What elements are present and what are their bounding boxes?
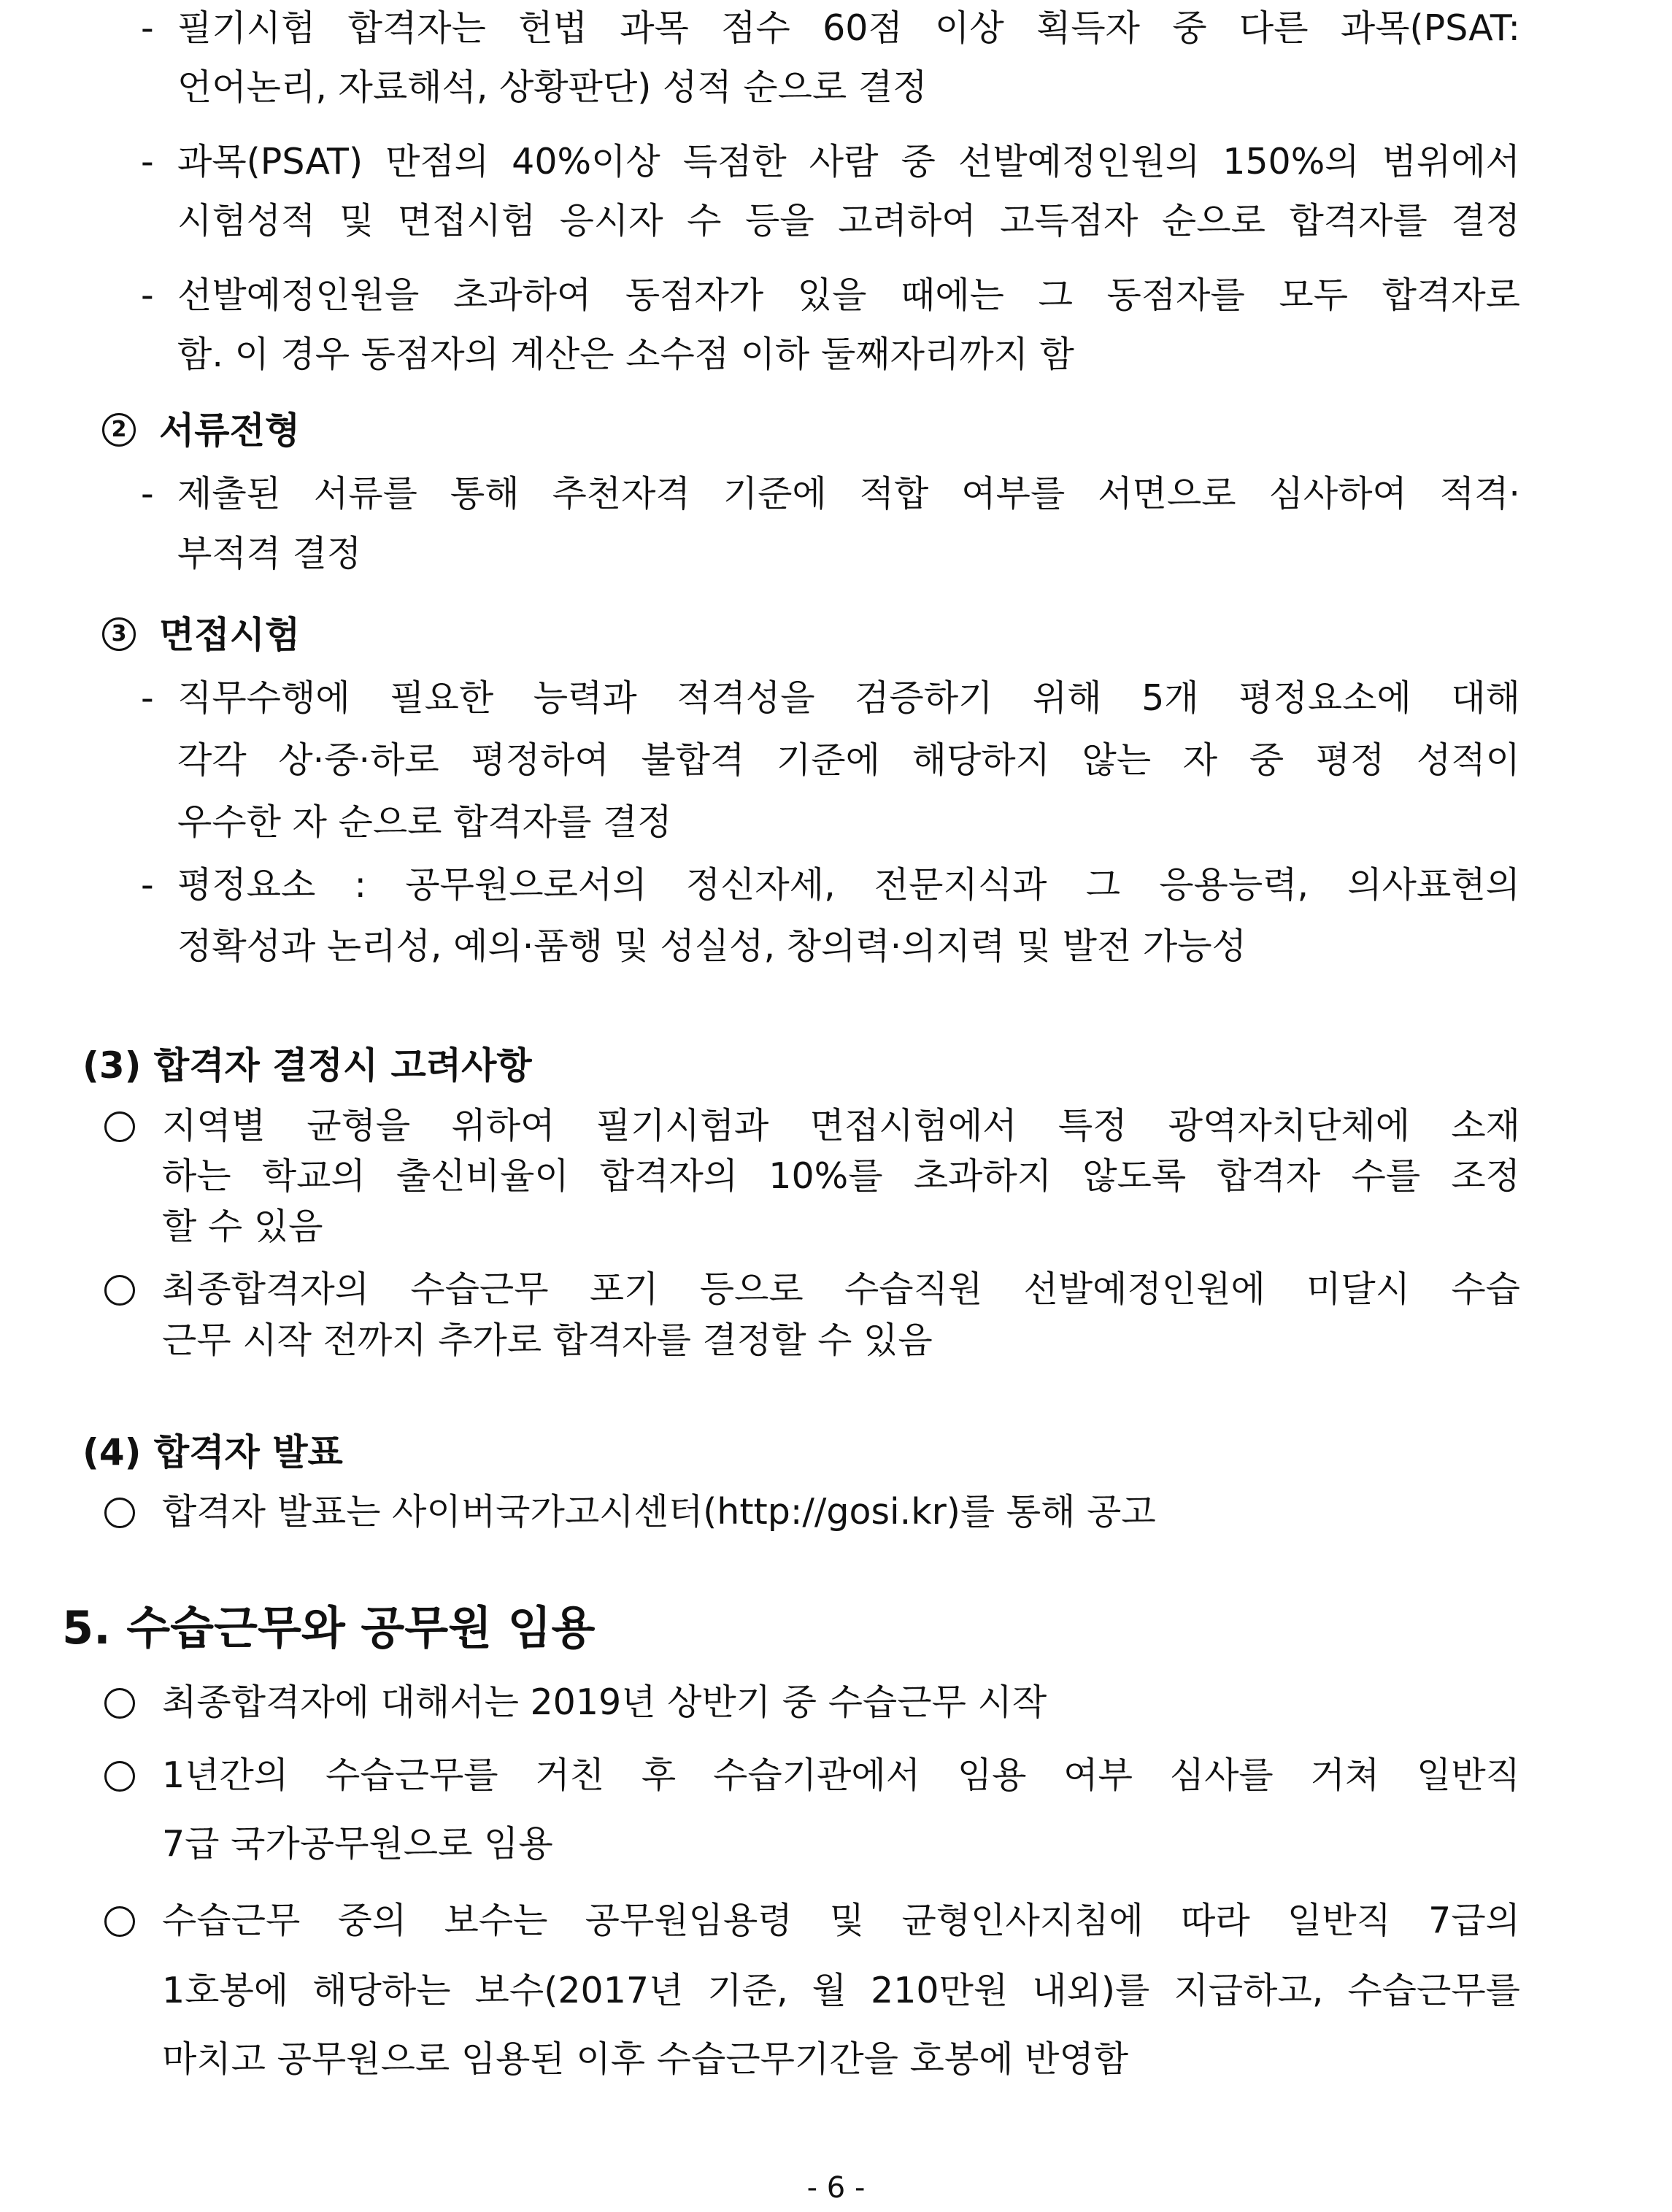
written-criteria-1-line2: 언어논리, 자료해석, 상황판단) 성적 순으로 결정 bbox=[177, 66, 928, 108]
written-criteria-1-line1: 필기시험 합격자는 헌법 과목 점수 60점 이상 획득자 중 다른 과목(PSAT: bbox=[177, 7, 1520, 49]
doc-review-heading: 서류전형 bbox=[159, 409, 301, 452]
interview-item1-line3: 우수한 자 순으로 합격자를 결정 bbox=[177, 801, 672, 843]
interview-item1-line1: 직무수행에 필요한 능력과 적격성을 검증하기 위해 5개 평정요소에 대해 bbox=[177, 677, 1520, 719]
interview-item2-line2: 정확성과 논리성, 예의·품행 및 성실성, 창의력·의지력 및 발전 가능성 bbox=[177, 925, 1247, 967]
page-number: - 6 - bbox=[806, 2171, 866, 2205]
circled-number-3: 3 bbox=[102, 617, 136, 651]
section4-heading: (4) 합격자 발표 bbox=[82, 1431, 343, 1473]
interview-heading: 면접시험 bbox=[159, 614, 301, 656]
dash-marker: - bbox=[141, 864, 154, 906]
section3-b2-line1: 최종합격자의 수습근무 포기 등으로 수습직원 선발예정인원에 미달시 수습 bbox=[162, 1268, 1520, 1310]
section5-b3-line3: 마치고 공무원으로 임용된 이후 수습근무기간을 호봉에 반영함 bbox=[162, 2038, 1129, 2080]
dash-marker: - bbox=[141, 141, 154, 182]
section5-b2-line2: 7급 국가공무원으로 임용 bbox=[162, 1823, 553, 1865]
section3-b2-line2: 근무 시작 전까지 추가로 합격자를 결정할 수 있음 bbox=[162, 1319, 933, 1361]
written-criteria-3-line2: 함. 이 경우 동점자의 계산은 소수점 이하 둘째자리까지 함 bbox=[177, 334, 1074, 375]
dash-marker: - bbox=[141, 7, 154, 49]
dash-marker: - bbox=[141, 677, 154, 719]
section5-heading: 5. 수습근무와 공무원 임용 bbox=[62, 1601, 596, 1654]
section5-b2-line1: 1년간의 수습근무를 거친 후 수습기관에서 임용 여부 심사를 거쳐 일반직 bbox=[162, 1754, 1520, 1796]
bullet-circle bbox=[104, 1688, 135, 1719]
written-criteria-2-line1: 과목(PSAT) 만점의 40%이상 득점한 사람 중 선발예정인원의 150%의 범위에서 bbox=[177, 141, 1520, 182]
section4-b1-line1: 합격자 발표는 사이버국가고시센터(http://gosi.kr)를 통해 공고 bbox=[162, 1491, 1156, 1533]
interview-item1-line2: 각각 상·중·하로 평정하여 불합격 기준에 해당하지 않는 자 중 평정 성적이 bbox=[177, 739, 1520, 781]
bullet-circle bbox=[104, 1761, 135, 1792]
section3-b1-line3: 할 수 있음 bbox=[162, 1206, 323, 1247]
section3-b1-line1: 지역별 균형을 위하여 필기시험과 면접시험에서 특정 광역자치단체에 소재 bbox=[162, 1105, 1520, 1147]
bullet-circle bbox=[104, 1275, 135, 1306]
section5-b1-line1: 최종합격자에 대해서는 2019년 상반기 중 수습근무 시작 bbox=[162, 1681, 1047, 1723]
bullet-circle bbox=[104, 1906, 135, 1937]
doc-review-line2: 부적격 결정 bbox=[177, 533, 362, 574]
bullet-circle bbox=[104, 1111, 135, 1142]
section3-b1-line2: 하는 학교의 출신비율이 합격자의 10%를 초과하지 않도록 합격자 수를 조정 bbox=[162, 1155, 1520, 1197]
interview-item2-line1: 평정요소 : 공무원으로서의 정신자세, 전문지식과 그 응용능력, 의사표현의 bbox=[177, 864, 1520, 906]
written-criteria-3-line1: 선발예정인원을 초과하여 동점자가 있을 때에는 그 동점자를 모두 합격자로 bbox=[177, 274, 1520, 316]
section5-b3-line1: 수습근무 중의 보수는 공무원임용령 및 균형인사지침에 따라 일반직 7급의 bbox=[162, 1900, 1520, 1941]
doc-review-line1: 제출된 서류를 통해 추천자격 기준에 적합 여부를 서면으로 심사하여 적격· bbox=[177, 473, 1520, 515]
circled-number-2: 2 bbox=[102, 413, 136, 447]
bullet-circle bbox=[104, 1498, 135, 1528]
written-criteria-2-line2: 시험성적 및 면접시험 응시자 수 등을 고려하여 고득점자 순으로 합격자를 결정 bbox=[177, 200, 1520, 242]
section5-b3-line2: 1호봉에 해당하는 보수(2017년 기준, 월 210만원 내외)를 지급하고, 수습근무를 bbox=[162, 1970, 1520, 2011]
section3-heading: (3) 합격자 결정시 고려사항 bbox=[82, 1044, 532, 1087]
dash-marker: - bbox=[141, 274, 154, 316]
dash-marker: - bbox=[141, 473, 154, 515]
